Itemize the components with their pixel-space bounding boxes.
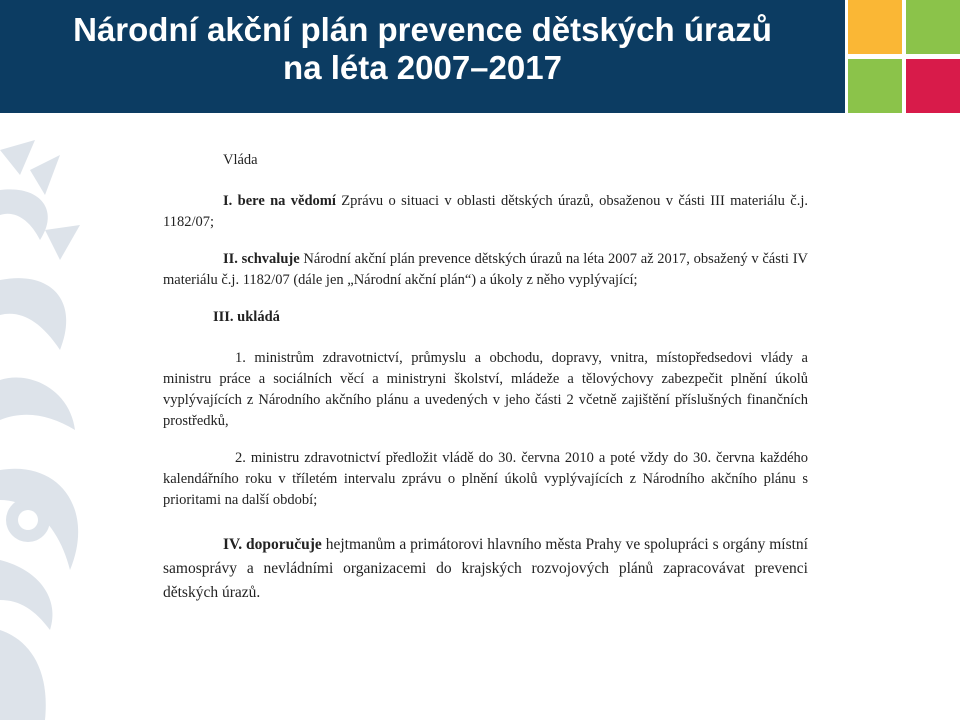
section-2: [163, 249, 808, 291]
green-square: [906, 0, 960, 54]
section-2-label: II. schvaluje: [223, 251, 300, 267]
section-4-text: hejtmanům a primátorovi hlavního města Prahy ve spolupráci s orgány místní samosprávy a nevládními organizacemi do krajských rozvojových plánů zapracovávat prevenci dětských úrazů.: [163, 536, 808, 601]
resolution-document: [163, 150, 808, 605]
slide-title-line-1: Národní akční plán prevence dětských úrazů: [73, 11, 772, 48]
section-1: [163, 191, 808, 233]
section-3-label: III. ukládá: [213, 309, 280, 325]
slide-title: [0, 11, 845, 87]
yellow-square: [848, 0, 902, 54]
color-squares: [848, 0, 960, 113]
red-square: [906, 59, 960, 113]
section-4-label: IV. doporučuje: [223, 536, 322, 553]
section-1-label: I. bere na vědomí: [223, 193, 336, 209]
section-4: [163, 533, 808, 605]
document-heading: Vláda: [223, 152, 258, 168]
section-1-text: Zprávu o situaci v oblasti dětských úrazů, obsaženou v části III materiálu č.j. 1182/07;: [163, 193, 808, 230]
section-3-item-1: 1. ministrům zdravotnictví, průmyslu a obchodu, dopravy, vnitra, místopředsedovi vlády a ministru práce a sociálních věcí a ministryni školství, mládeže a tělovýchovy zabezpečit plnění úkolů vyplývajících z Národního akčního plánu a uvedených v jeho části 2 včetně zajištění příslušných finančních prostředků,: [163, 350, 808, 429]
section-2-text: Národní akční plán prevence dětských úrazů na léta 2007 až 2017, obsažený v části IV materiálu č.j. 1182/07 (dále jen „Národní akční plán“) a úkoly z něho vyplývající;: [163, 251, 808, 288]
green-square: [848, 59, 902, 113]
slide-title-line-2: na léta 2007–2017: [283, 49, 562, 86]
sun-logo-watermark-icon: [0, 130, 100, 720]
section-3-item-2: 2. ministru zdravotnictví předložit vládě do 30. června 2010 a poté vždy do 30. června každého kalendářního roku v tříletém intervalu zprávu o plnění úkolů vyplývajících z Národního akčního plánu s prioritami na další období;: [163, 450, 808, 508]
title-banner: [0, 0, 845, 113]
